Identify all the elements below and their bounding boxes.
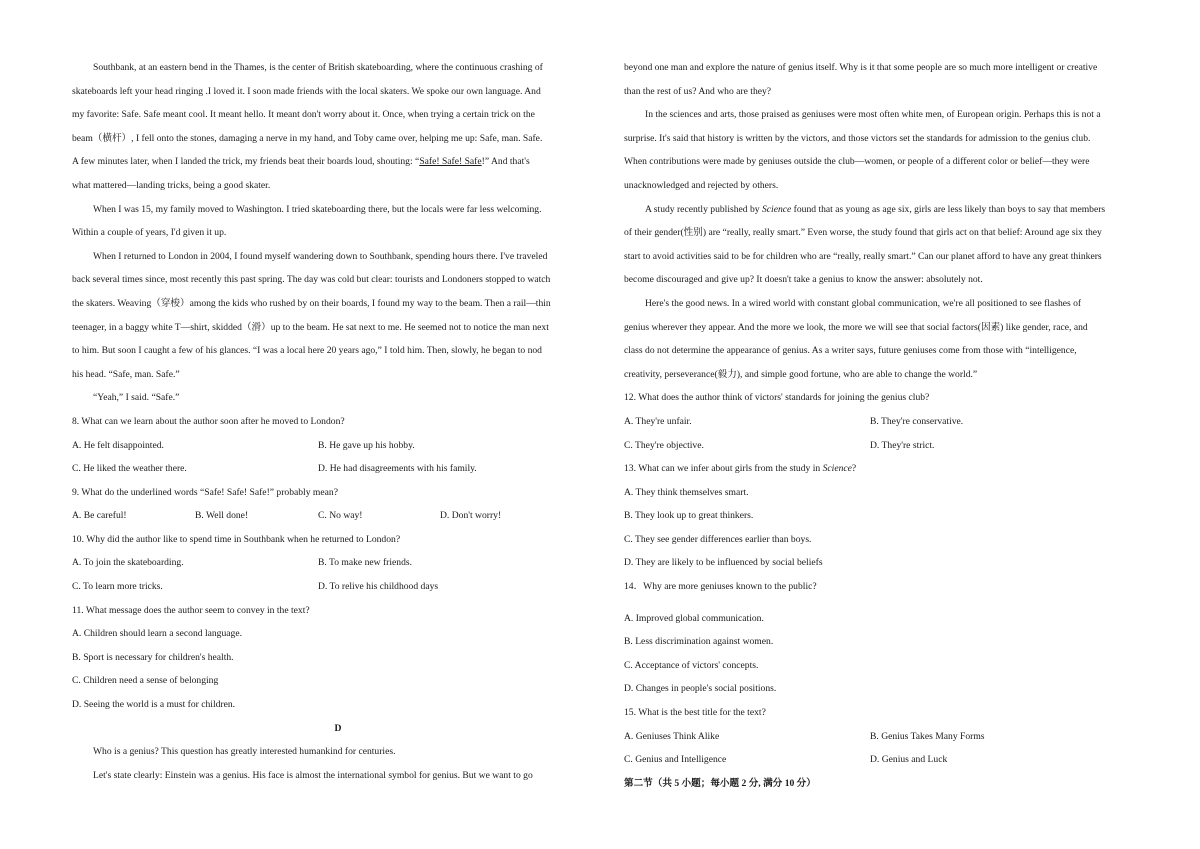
option-row <box>72 551 604 575</box>
question-9 <box>72 481 604 528</box>
text-line: of their gender(性别) are “really, really smart.” Even worse, the study found that girls act on that belief: Around age six they <box>624 227 1102 239</box>
option-c: C. Children need a sense of belonging <box>72 675 219 687</box>
option-b: B. Well done! <box>195 510 249 522</box>
option-row <box>624 410 1156 434</box>
option-d: D. Seeing the world is a must for children. <box>72 699 236 711</box>
text-line: class do not determine the appearance of genius. As a writer says, future geniuses come from those with “intelligence, <box>624 345 1077 357</box>
text-line: to him. But soon I caught a few of his glances. “I was a local here 20 years ago,” I told him. Then, slowly, he began to nod <box>72 345 542 357</box>
option-d: D. Don't worry! <box>440 510 502 522</box>
option-row <box>624 434 1156 458</box>
option-d: D. To relive his childhood days <box>318 581 439 593</box>
question-10 <box>72 528 604 599</box>
question-11 <box>72 599 604 717</box>
passage-d-paragraph-3 <box>624 103 1156 197</box>
option-c: C. They're objective. <box>624 439 704 451</box>
spacer <box>624 599 1156 607</box>
passage-c-paragraph-1 <box>72 56 604 198</box>
passage-d-paragraph-4 <box>624 198 1156 292</box>
option-d: D. They are likely to be influenced by social beliefs <box>624 557 823 569</box>
passage-d-paragraph-2-start: Let's state clearly: Einstein was a genius. His face is almost the international symbol for genius. But we want to go <box>93 769 533 781</box>
passage-c-paragraph-4: “Yeah,” I said. “Safe.” <box>93 392 180 404</box>
text-line: surprise. It's said that history is written by the victors, and those victors set the standards for admission to the genius club. <box>624 132 1091 144</box>
option-a: A. To join the skateboarding. <box>72 557 184 569</box>
text-line: When contributions were made by geniuses outside the club—women, or people of a different color or belief—they were <box>624 156 1090 168</box>
option-a: A. Children should learn a second language. <box>72 628 242 640</box>
underlined-phrase: Safe! Safe! Safe <box>419 156 482 168</box>
question-stem: 8. What can we learn about the author soon after he moved to London? <box>72 415 345 427</box>
question-13 <box>624 457 1156 575</box>
option-row <box>72 434 604 458</box>
question-stem: 15. What is the best title for the text? <box>624 707 766 719</box>
journal-name: Science <box>761 203 792 215</box>
question-stem: 12. What does the author think of victors' standards for joining the genius club? <box>624 392 930 404</box>
question-stem: 11. What message does the author seem to convey in the text? <box>72 604 310 616</box>
passage-d-paragraph-5 <box>624 292 1156 386</box>
option-b: B. He gave up his hobby. <box>318 439 415 451</box>
option-c: C. Acceptance of victors' concepts. <box>624 659 759 671</box>
text-line: become discouraged and give up? It doesn't take a genius to know the answer: absolutely not. <box>624 274 983 286</box>
passage-d-heading: D <box>334 722 342 734</box>
option-b: B. They're conservative. <box>870 415 964 427</box>
option-a: A. They're unfair. <box>624 415 692 427</box>
option-row <box>72 457 604 481</box>
option-a: A. Be careful! <box>72 510 127 522</box>
option-a: A. He felt disappointed. <box>72 439 164 451</box>
text-line: creativity, perseverance(毅力), and simple good fortune, who are able to change the world.” <box>624 368 978 380</box>
option-c: C. They see gender differences earlier than boys. <box>624 533 812 545</box>
option-b: B. Less discrimination against women. <box>624 636 774 648</box>
text-line: what mattered—landing tricks, being a good skater. <box>72 179 271 191</box>
section-heading: 第二节（共 5 小题；每小题 2 分, 满分 10 分） <box>624 777 816 789</box>
option-a: A. They think themselves smart. <box>624 486 749 498</box>
left-column <box>72 56 604 787</box>
text-line: When I returned to London in 2004, I found myself wandering down to Southbank, spending hours there. I've traveled <box>93 250 548 262</box>
text-line: than the rest of us? And who are they? <box>624 85 772 97</box>
journal-name: Science <box>822 463 852 475</box>
text-line: my favorite: Safe. Safe meant cool. It meant hello. It meant don't worry about it. Once, when trying a certain trick on the <box>72 109 535 121</box>
option-b: B. To make new friends. <box>318 557 413 569</box>
text-line: Within a couple of years, I'd given it up. <box>72 227 227 239</box>
text-line: Here's the good news. In a wired world with constant global communication, we're all positioned to see flashes of <box>645 297 1082 309</box>
text-line: skateboards left your head ringing .I loved it. I soon made friends with the local skaters. We spoke our own language. And <box>72 85 541 97</box>
text-line: the skaters. Weaving（穿梭）among the kids who rushed by on their boards, I found my way to the beam. Then a rail—thin <box>72 297 551 309</box>
question-14 <box>624 575 1156 701</box>
option-row <box>72 575 604 599</box>
option-row <box>624 748 1156 772</box>
option-c: C. He liked the weather there. <box>72 463 187 475</box>
text-line: In the sciences and arts, those praised as geniuses were most often white men, of European origin. Perhaps this is not a <box>645 109 1101 121</box>
option-b: B. They look up to great thinkers. <box>624 510 754 522</box>
option-d: D. Changes in people's social positions. <box>624 683 777 695</box>
option-row <box>624 725 1156 749</box>
option-d: D. They're strict. <box>870 439 935 451</box>
question-stem: 10. Why did the author like to spend time in Southbank when he returned to London? <box>72 533 401 545</box>
text-line: When I was 15, my family moved to Washington. I tried skateboarding there, but the locals were far less welcoming. <box>93 203 542 215</box>
option-a: A. Improved global communication. <box>624 612 764 624</box>
text-line <box>624 198 1156 222</box>
passage-c-paragraph-2 <box>72 198 604 245</box>
question-stem: 9. What do the underlined words “Safe! Safe! Safe!” probably mean? <box>72 486 338 498</box>
text-span: A study recently published by <box>645 203 762 215</box>
question-15 <box>624 701 1156 772</box>
option-b: B. Genius Takes Many Forms <box>870 730 985 742</box>
right-column <box>624 56 1156 795</box>
text-span: ? <box>851 463 857 475</box>
option-c: C. Genius and Intelligence <box>624 754 727 766</box>
question-8 <box>72 410 604 481</box>
passage-d-paragraph-1: Who is a genius? This question has greatly interested humankind for centuries. <box>93 746 396 758</box>
option-c: C. To learn more tricks. <box>72 581 163 593</box>
text-line: unacknowledged and rejected by others. <box>624 179 779 191</box>
text-line: back several times since, most recently this past spring. The day was cold but clear: tourists and Londoners stopped to watch <box>72 274 551 286</box>
option-c: C. No way! <box>318 510 363 522</box>
option-d: D. He had disagreements with his family. <box>318 463 477 475</box>
option-row <box>72 504 604 528</box>
text-line: teenager, in a baggy white T—shirt, skidded（滑）up to the beam. He sat next to me. He seemed not to notice the man next <box>72 321 549 333</box>
option-a: A. Geniuses Think Alike <box>624 730 720 742</box>
text-span: 13. What can we infer about girls from the study in <box>624 463 823 475</box>
text-line: Southbank, at an eastern bend in the Thames, is the center of British skateboarding, where the continuous crashing of <box>93 62 543 73</box>
text-line: beam（横杆）, I fell onto the stones, damaging a nerve in my hand, and Toby came over, helping me up: Safe, man. Safe. <box>72 132 543 144</box>
option-b: B. Sport is necessary for children's health. <box>72 651 234 663</box>
text-line: beyond one man and explore the nature of genius itself. Why is it that some people are so much more intelligent or creative <box>624 62 1098 73</box>
passage-c-paragraph-3 <box>72 245 604 387</box>
question-stem: 14．Why are more geniuses known to the public? <box>624 581 817 593</box>
question-stem <box>624 457 1156 481</box>
text-line: his head. “Safe, man. Safe.” <box>72 368 180 380</box>
text-span: found that as young as age six, girls are less likely than boys to say that members <box>791 203 1106 215</box>
question-12 <box>624 386 1156 457</box>
option-d: D. Genius and Luck <box>870 754 948 766</box>
text-line: start to avoid activities said to be for children who are “really, really smart.” Can our planet afford to have any great thinkers <box>624 250 1102 262</box>
text-span: !” And that's <box>481 156 530 168</box>
text-line <box>72 150 604 174</box>
text-line: genius wherever they appear. And the more we look, the more we will see that social factors(因素) like gender, race, and <box>624 321 1088 333</box>
text-span: A few minutes later, when I landed the trick, my friends beat their boards loud, shouting: “ <box>72 156 420 168</box>
